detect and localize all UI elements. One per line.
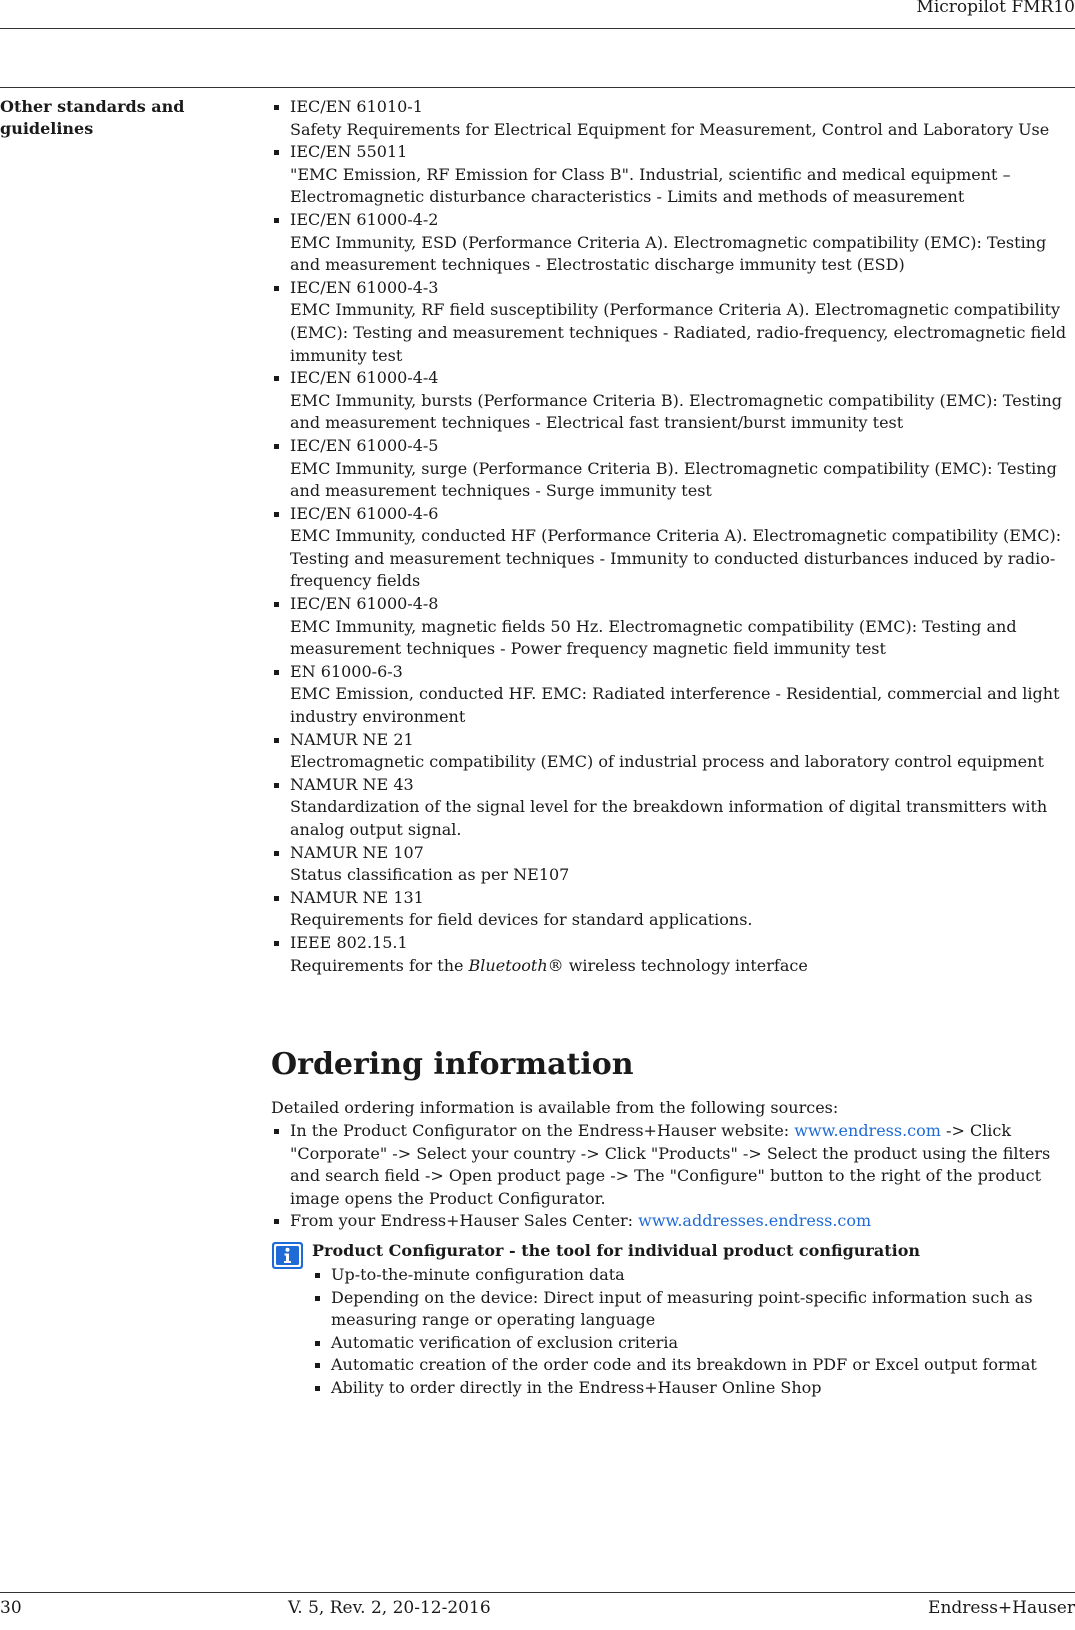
bullet-icon (274, 105, 279, 110)
standard-code: NAMUR NE 131 (290, 887, 424, 907)
description-suffix: ® wireless technology interface (547, 955, 808, 975)
endress-website-link[interactable]: www.endress.com (794, 1121, 941, 1140)
list-item (271, 842, 1071, 887)
standard-description: EMC Immunity, surge (Performance Criteria B). Electromagnetic compatibility (EMC): Testing and measurement techniques - Surge immunity test (290, 458, 1057, 501)
list-item (271, 141, 1071, 209)
standard-description: "EMC Emission, RF Emission for Class B". Industrial, scientific and medical equipment – Electromagnetic disturbance characteristics - Limits and methods of measurement (290, 164, 1011, 207)
standard-description: Requirements for field devices for standard applications. (290, 910, 753, 930)
description-italic-term: Bluetooth (468, 955, 548, 975)
standards-section-label: Other standards and guidelines (0, 97, 185, 138)
info-box-title: Product Configurator - the tool for individual product configuration (312, 1241, 920, 1260)
standard-description: Status classification as per NE107 (290, 865, 570, 885)
list-item (271, 96, 1071, 141)
standard-description (290, 955, 1071, 978)
standards-list (271, 96, 1071, 977)
info-box-list (312, 1264, 1072, 1400)
ordering-heading: Ordering information (271, 1047, 634, 1082)
bullet-icon (315, 1341, 320, 1346)
bullet-icon (274, 670, 279, 675)
footer-brand: Endress+Hauser (928, 1598, 1075, 1618)
list-item (271, 277, 1071, 367)
list-item (271, 774, 1071, 842)
standard-description: Safety Requirements for Electrical Equipment for Measurement, Control and Laboratory Use (290, 119, 1050, 139)
standard-description: EMC Immunity, bursts (Performance Criteria B). Electromagnetic compatibility (EMC): Testing and measurement techniques - Electrical fast transient/burst immunity test (290, 390, 1063, 433)
bullet-icon (274, 602, 279, 607)
bullet-icon (315, 1296, 320, 1301)
bullet-icon (274, 851, 279, 856)
section-top-rule (0, 87, 1075, 88)
standard-description: EMC Immunity, RF field susceptibility (Performance Criteria A). Electromagnetic compatibility (EMC): Testing and measurement techniques - Radiated, radio-frequency, electromagnetic field immunity test (290, 300, 1067, 365)
standard-code: IEEE 802.15.1 (290, 932, 408, 952)
standard-code: IEC/EN 61000-4-8 (290, 594, 439, 614)
standard-code: IEC/EN 61000-4-4 (290, 368, 439, 388)
list-item (312, 1377, 1072, 1400)
standard-description: EMC Immunity, conducted HF (Performance Criteria A). Electromagnetic compatibility (EMC): Testing and measurement techniques - Immunity to conducted disturbances induced by radio-frequency fields (290, 526, 1062, 591)
bullet-icon (274, 150, 279, 155)
bullet-icon (315, 1363, 320, 1368)
info-item-text: Automatic creation of the order code and its breakdown in PDF or Excel output format (331, 1355, 1037, 1375)
document-version: V. 5, Rev. 2, 20-12-2016 (288, 1598, 491, 1618)
document-header-title: Micropilot FMR10 (916, 0, 1075, 17)
standard-description: EMC Emission, conducted HF. EMC: Radiated interference - Residential, commercial and light industry environment (290, 684, 1060, 727)
info-item-text: Automatic verification of exclusion criteria (331, 1332, 679, 1352)
description-prefix: Requirements for the (290, 955, 469, 975)
bullet-icon (274, 738, 279, 743)
list-item (271, 367, 1071, 435)
source-text-suffix: -> Click "Corporate" -> Select your country -> Click "Products" -> Select the product using the filters and search field -> Open product page -> The "Configure" button to the right of the product image opens the Product Configurator. (290, 1121, 1051, 1208)
bullet-icon (274, 1129, 279, 1134)
source-text-prefix: In the Product Configurator on the Endress+Hauser website: (290, 1121, 795, 1140)
standard-code: IEC/EN 61000-4-3 (290, 277, 439, 297)
standard-code: IEC/EN 55011 (290, 142, 408, 162)
bullet-icon (274, 218, 279, 223)
standard-description: Electromagnetic compatibility (EMC) of industrial process and laboratory control equipment (290, 752, 1044, 772)
list-item (271, 435, 1071, 503)
info-item-text: Up-to-the-minute configuration data (331, 1265, 625, 1284)
list-item (271, 661, 1071, 729)
info-item-text: Depending on the device: Direct input of measuring point-specific information such as measuring range or operating language (331, 1287, 1033, 1330)
list-item (271, 729, 1071, 774)
sales-center-link[interactable]: www.addresses.endress.com (638, 1211, 872, 1231)
list-item (271, 1120, 1075, 1210)
standard-code: NAMUR NE 107 (290, 842, 424, 862)
bullet-icon (274, 286, 279, 291)
bullet-icon (315, 1273, 320, 1278)
standard-code: IEC/EN 61010-1 (290, 97, 423, 116)
page-number: 30 (0, 1598, 22, 1618)
bullet-icon (274, 1219, 279, 1224)
ordering-intro: Detailed ordering information is available from the following sources: (271, 1098, 839, 1117)
info-item-text: Ability to order directly in the Endress+Hauser Online Shop (331, 1377, 822, 1397)
source-text-prefix: From your Endress+Hauser Sales Center: (290, 1211, 639, 1231)
list-item (312, 1264, 1072, 1287)
bullet-icon (274, 444, 279, 449)
list-item (312, 1332, 1072, 1355)
standard-description: Standardization of the signal level for the breakdown information of digital transmitters with analog output signal. (290, 797, 1048, 839)
standard-code: NAMUR NE 43 (290, 774, 414, 794)
standard-description: EMC Immunity, magnetic fields 50 Hz. Electromagnetic compatibility (EMC): Testing and measurement techniques - Power frequency magnetic field immunity test (290, 616, 1017, 659)
bullet-icon (274, 783, 279, 788)
list-item (271, 209, 1071, 277)
standard-code: EN 61000-6-3 (290, 661, 403, 681)
list-item (312, 1287, 1072, 1332)
list-item (312, 1354, 1072, 1377)
info-icon (271, 1241, 304, 1270)
bullet-icon (274, 512, 279, 517)
standard-description: EMC Immunity, ESD (Performance Criteria A). Electromagnetic compatibility (EMC): Testing and measurement techniques - Electrostatic discharge immunity test (ESD) (290, 232, 1047, 275)
standard-code: IEC/EN 61000-4-5 (290, 435, 439, 455)
list-item (271, 887, 1071, 932)
bullet-icon (274, 376, 279, 381)
list-item (271, 503, 1071, 593)
header-rule (0, 28, 1075, 29)
bullet-icon (274, 896, 279, 901)
standard-code: IEC/EN 61000-4-2 (290, 209, 439, 229)
ordering-sources-list (271, 1120, 1075, 1233)
list-item (271, 593, 1071, 661)
bullet-icon (274, 941, 279, 946)
standard-code: IEC/EN 61000-4-6 (290, 503, 439, 523)
bullet-icon (315, 1386, 320, 1391)
list-item (271, 1210, 1075, 1233)
standard-code: NAMUR NE 21 (290, 729, 414, 749)
footer-rule (0, 1592, 1075, 1593)
list-item (271, 932, 1071, 977)
